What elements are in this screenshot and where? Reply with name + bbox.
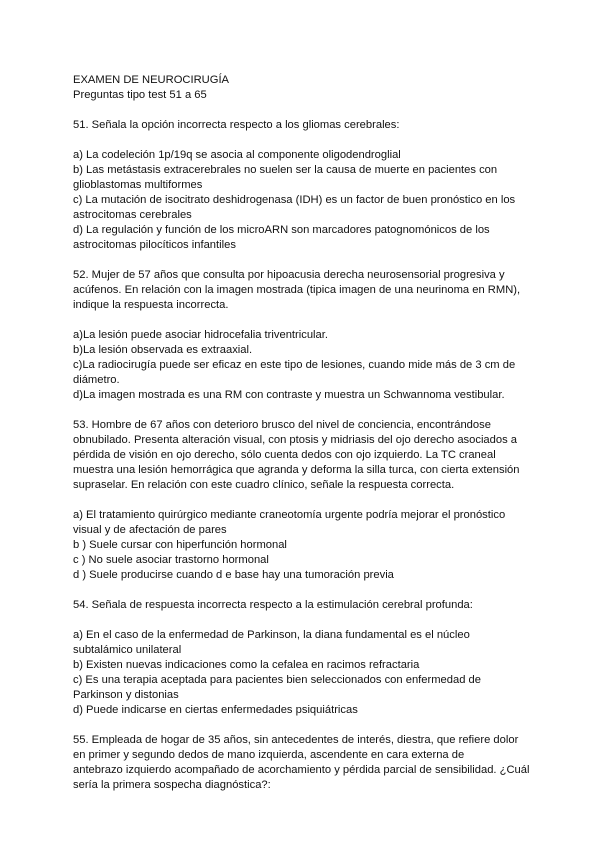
question-53-options [73, 508, 528, 583]
question-stem-line: pérdida de visión en ojo derecho, sólo cuenta dedos con ojo izquierdo. La TC craneal [73, 449, 496, 461]
question-list [73, 118, 528, 793]
question-stem-line: sería la primera sospecha diagnóstica?: [73, 779, 271, 791]
question-stem-line: acúfenos. En relación con la imagen mostrada (tipica imagen de una neurinoma en RMN), [73, 284, 521, 296]
exam-header [73, 73, 528, 103]
answer-option-line: astrocitomas pilocíticos infantiles [73, 239, 236, 251]
answer-option-line: b) Existen nuevas indicaciones como la cefalea en racimos refractaria [73, 659, 420, 671]
question-stem-line: supraselar. En relación con este cuadro clínico, señale la respuesta correcta. [73, 479, 455, 491]
question-stem-line: 54. Señala de respuesta incorrecta respecto a la estimulación cerebral profunda: [73, 599, 473, 611]
question-stem-line: 52. Mujer de 57 años que consulta por hipoacusia derecha neurosensorial progresiva y [73, 269, 505, 281]
question-stem-line: 53. Hombre de 67 años con deterioro brusco del nivel de conciencia, encontrándose [73, 419, 491, 431]
question-53-stem [73, 418, 528, 493]
answer-option-line: b)La lesión observada es extraaxial. [73, 344, 253, 356]
question-55-stem [73, 733, 528, 793]
answer-option-line: a) El tratamiento quirúrgico mediante craneotomía urgente podría mejorar el pronóstico [73, 509, 506, 521]
question-51-options [73, 148, 528, 253]
answer-option-line: visual y de afectación de pares [73, 524, 227, 536]
document-content [73, 73, 528, 808]
question-stem-line: muestra una lesión hemorrágica que agranda y deforma la silla turca, con cierta extensión [73, 464, 520, 476]
answer-option-line: astrocitomas cerebrales [73, 209, 192, 221]
answer-option-line: d ) Suele producirse cuando d e base hay una tumoración previa [73, 569, 394, 581]
exam-title: EXAMEN DE NEUROCIRUGÍA [73, 74, 230, 86]
exam-subtitle: Preguntas tipo test 51 a 65 [73, 89, 207, 101]
question-52-options [73, 328, 528, 403]
answer-option-line: d)La imagen mostrada es una RM con contraste y muestra un Schwannoma vestibular. [73, 389, 505, 401]
question-51-stem [73, 118, 528, 133]
answer-option-line: c ) No suele asociar trastorno hormonal [73, 554, 269, 566]
answer-option-line: c) Es una terapia aceptada para pacientes bien seleccionados con enfermedad de [73, 674, 481, 686]
answer-option-line: a) La codeleción 1p/19q se asocia al componente oligodendroglial [73, 149, 401, 161]
answer-option-line: d) Puede indicarse en ciertas enfermedades psiquiátricas [73, 704, 358, 716]
answer-option-line: c)La radiocirugía puede ser eficaz en este tipo de lesiones, cuando mide más de 3 cm de [73, 359, 516, 371]
answer-option-line: glioblastomas multiformes [73, 179, 203, 191]
answer-option-line: a) En el caso de la enfermedad de Parkinson, la diana fundamental es el núcleo [73, 629, 470, 641]
question-stem-line: 51. Señala la opción incorrecta respecto a los gliomas cerebrales: [73, 119, 400, 131]
answer-option-line: c) La mutación de isocitrato deshidrogenasa (IDH) es un factor de buen pronóstico en los [73, 194, 516, 206]
question-stem-line: antebrazo izquierdo acompañado de acorchamiento y pérdida parcial de sensibilidad. ¿Cuál [73, 764, 530, 776]
question-stem-line: indique la respuesta incorrecta. [73, 299, 229, 311]
question-stem-line: 55. Empleada de hogar de 35 años, sin antecedentes de interés, diestra, que refiere dolor [73, 734, 519, 746]
question-54-stem [73, 598, 528, 613]
answer-option-line: d) La regulación y función de los microARN son marcadores patognomónicos de los [73, 224, 490, 236]
question-54-options [73, 628, 528, 718]
answer-option-line: subtalámico unilateral [73, 644, 182, 656]
answer-option-line: a)La lesión puede asociar hidrocefalia triventricular. [73, 329, 328, 341]
answer-option-line: b) Las metástasis extracerebrales no suelen ser la causa de muerte en pacientes con [73, 164, 498, 176]
answer-option-line: diámetro. [73, 374, 120, 386]
question-52-stem [73, 268, 528, 313]
question-stem-line: obnubilado. Presenta alteración visual, con ptosis y midriasis del ojo derecho asociados a [73, 434, 518, 446]
question-stem-line: en primer y segundo dedos de mano izquierda, ascendente en cara externa de [73, 749, 465, 761]
answer-option-line: Parkinson y distonias [73, 689, 179, 701]
answer-option-line: b ) Suele cursar con hiperfunción hormonal [73, 539, 287, 551]
